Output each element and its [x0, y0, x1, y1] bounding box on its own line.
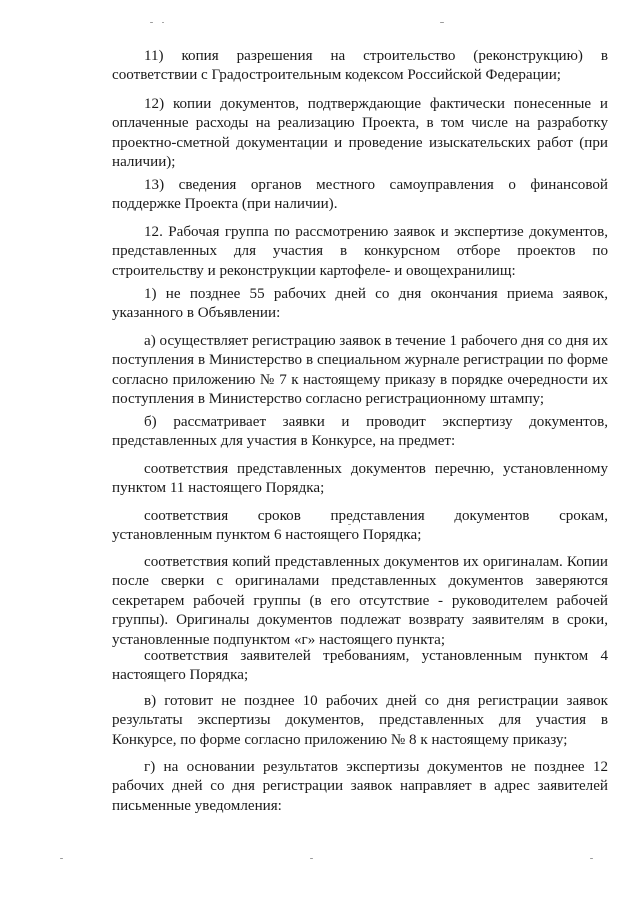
paragraph-criterion-list: соответствия представленных документов перечню, установленному пунктом 11 настоящего Порядка;: [112, 461, 608, 497]
paragraph-subitem-b: б) рассматривает заявки и проводит экспертизу документов, представленных для участия в Конкурсе, на предмет:: [112, 414, 608, 450]
paragraph-subitem-v: в) готовит не позднее 10 рабочих дней со дня регистрации заявок результаты экспертизы документов, представленных для участия в Конкурсе, по форме согласно приложению № 8 к настоящему приказу;: [112, 693, 608, 748]
scan-speck: [590, 858, 593, 859]
paragraph-criterion-terms: соответствия сроков представления документов срокам, установленным пунктом 6 настоящего Порядка;: [112, 508, 608, 544]
paragraph-item-11: 11) копия разрешения на строительство (реконструкцию) в соответствии с Градостроительным кодексом Российской Федерации;: [112, 48, 608, 84]
paragraph-criterion-applicants: соответствия заявителей требованиям, установленным пунктом 4 настоящего Порядка;: [112, 648, 608, 684]
paragraph-section-12: 12. Рабочая группа по рассмотрению заявок и экспертизе документов, представленных для участия в конкурсном отборе проектов по строительству и реконструкции картофеле- и овощехранилищ:: [112, 224, 608, 279]
scan-speck: [60, 858, 63, 859]
paragraph-subitem-1: 1) не позднее 55 рабочих дней со дня окончания приема заявок, указанного в Объявлении:: [112, 286, 608, 322]
paragraph-subitem-g: г) на основании результатов экспертизы документов не позднее 12 рабочих дней со дня регистрации заявок направляет в адрес заявителей письменные уведомления:: [112, 759, 608, 814]
scan-speck: [440, 22, 444, 23]
paragraph-item-13: 13) сведения органов местного самоуправления о финансовой поддержке Проекта (при наличии).: [112, 177, 608, 213]
scan-speck: [150, 22, 153, 23]
paragraph-subitem-a: а) осуществляет регистрацию заявок в течение 1 рабочего дня со дня их поступления в Министерство в специальном журнале регистрации по форме согласно приложению № 7 к настоящему приказу в порядке очередности их поступления в Министерство согласно регистрационному штампу;: [112, 333, 608, 408]
paragraph-item-12: 12) копии документов, подтверждающие фактически понесенные и оплаченные расходы на реализацию Проекта, в том числе на разработку проектно-сметной документации и проведение изыскательских работ (при наличии);: [112, 96, 608, 171]
paragraph-criterion-copies: соответствия копий представленных документов их оригиналам. Копии после сверки с оригиналами представленных документов заверяются секретарем рабочей группы (в его отсутствие - руководителем рабочей группы). Оригиналы документов подлежат возврату заявителям в сроки, установленные подпунктом «г» настоящего пункта;: [112, 554, 608, 648]
scan-speck: [310, 858, 313, 859]
scan-speck: [162, 22, 164, 23]
